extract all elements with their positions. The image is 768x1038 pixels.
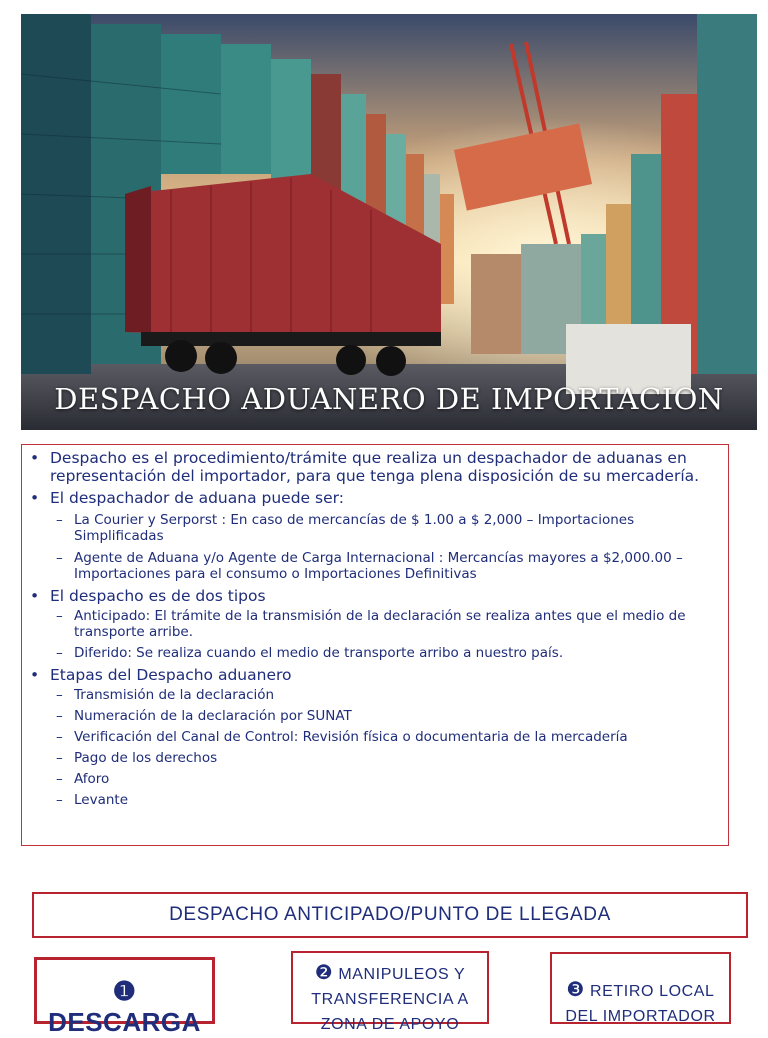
sub-list-item: [28, 645, 722, 661]
dash-glyph: –: [56, 512, 63, 528]
step-label-line1: MANIPULEOS Y: [338, 966, 466, 983]
dash-glyph: –: [56, 687, 63, 703]
sub-item-text: Transmisión de la declaración: [74, 687, 275, 703]
dash-glyph: –: [56, 750, 63, 766]
sub-item-text: Verificación del Canal de Control: Revisión física o documentaria de la mercadería: [74, 729, 628, 745]
bullet-glyph: •: [30, 666, 40, 684]
sub-list-item: [28, 750, 722, 766]
list-item-text: Etapas del Despacho aduanero: [50, 666, 292, 684]
list-item: [28, 666, 722, 684]
dash-glyph: –: [56, 550, 63, 566]
sub-list-item: [28, 792, 722, 808]
bullet-list: [28, 449, 722, 808]
step-number: ❸: [566, 979, 585, 1001]
step-retiro: [550, 952, 731, 1024]
sub-item-text: Aforo: [74, 771, 110, 787]
step-number: ❷: [314, 962, 334, 984]
list-item-text: El despachador de aduana puede ser:: [50, 489, 344, 507]
dash-glyph: –: [56, 729, 63, 745]
sub-list-item: [28, 771, 722, 787]
step-label: DESCARGA: [48, 1007, 201, 1037]
step-label-line3: ZONA DE APOYO: [320, 1016, 460, 1033]
sub-item-text: Diferido: Se realiza cuando el medio de transporte arribo a nuestro país.: [74, 645, 564, 661]
dash-glyph: –: [56, 792, 63, 808]
step-descarga: [34, 957, 215, 1037]
sub-item-text: Levante: [74, 792, 129, 808]
sub-item-text: La Courier y Serporst : En caso de mercancías de $ 1.00 a $ 2,000 – Importaciones Simplificadas: [74, 512, 635, 544]
list-item: [28, 489, 722, 507]
list-item: [28, 587, 722, 605]
hero-image: [21, 14, 757, 430]
sub-list-item: [28, 512, 722, 544]
hero-title: DESPACHO ADUANERO DE IMPORTACION: [54, 382, 724, 416]
sub-list-item: [28, 729, 722, 745]
step-manipuleos: [291, 951, 489, 1033]
sub-item-text: Anticipado: El trámite de la transmisión de la declaración se realiza antes que el medio de transporte arribe.: [74, 608, 686, 640]
list-item-text: El despacho es de dos tipos: [50, 587, 266, 605]
step-label-line2: DEL IMPORTADOR: [565, 1008, 716, 1025]
dash-glyph: –: [56, 771, 63, 787]
info-box: [21, 444, 729, 846]
bullet-glyph: •: [30, 587, 40, 605]
step-label-line1: RETIRO LOCAL: [590, 983, 715, 1000]
sub-list-item: [28, 550, 722, 582]
dash-glyph: –: [56, 708, 63, 724]
dash-glyph: –: [56, 608, 63, 624]
list-item-text: Despacho es el procedimiento/trámite que realiza un despachador de aduanas en representación del importador, para que tenga plena disposición de su mercadería.: [50, 449, 700, 485]
bullet-glyph: •: [30, 449, 40, 467]
flow-banner: DESPACHO ANTICIPADO/PUNTO DE LLEGADA: [32, 892, 748, 938]
sub-list-item: [28, 608, 722, 640]
bullet-glyph: •: [30, 489, 40, 507]
dash-glyph: –: [56, 645, 63, 661]
sub-item-text: Numeración de la declaración por SUNAT: [74, 708, 352, 724]
sub-list-item: [28, 687, 722, 703]
container-port-photo: [21, 14, 757, 430]
list-item: [28, 449, 722, 485]
sub-item-text: Agente de Aduana y/o Agente de Carga Internacional : Mercancías mayores a $2,000.00 – Importaciones para el consumo o Importaciones Definitivas: [74, 550, 683, 582]
step-label-line2: TRANSFERENCIA A: [311, 991, 469, 1008]
step-number: ❶: [112, 976, 137, 1006]
sub-list-item: [28, 708, 722, 724]
sub-item-text: Pago de los derechos: [74, 750, 218, 766]
